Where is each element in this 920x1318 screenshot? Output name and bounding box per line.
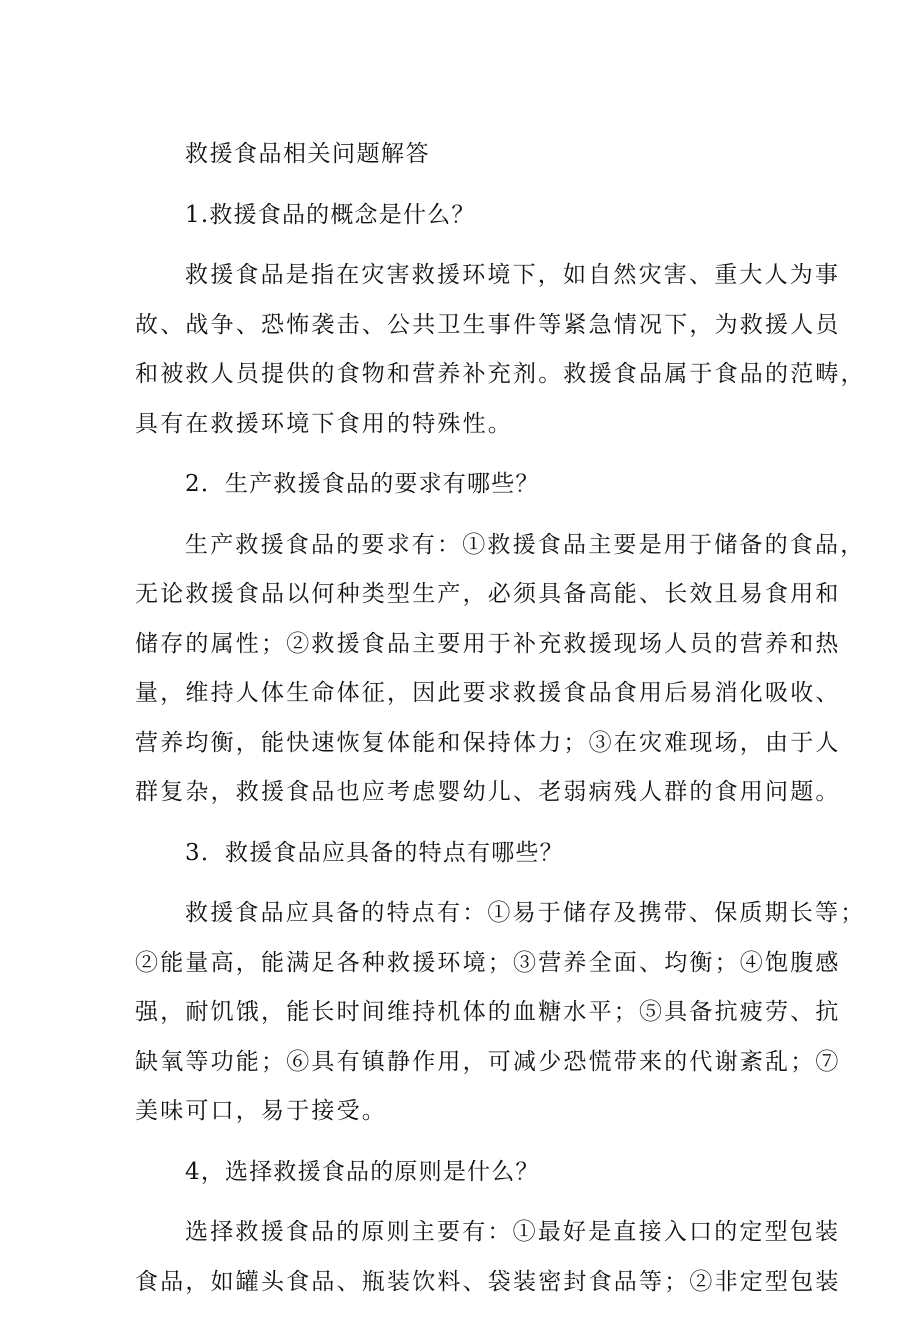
question-text: 4，选择救援食品的原则是什么？: [185, 1158, 540, 1185]
answer-line: 美味可口，易于接受。: [135, 1098, 387, 1124]
question-text: 3．救援食品应具备的特点有哪些？: [185, 839, 564, 866]
question-heading-2: [135, 460, 795, 510]
answer-line: 无论救援食品以何种类型生产，必须具备高能、长效且易食用和: [135, 581, 841, 607]
question-text: 2．生产救援食品的要求有哪些？: [185, 471, 540, 497]
answer-line: 救援食品是指在灾害救援环境下，如自然灾害、重大人为事: [185, 262, 841, 288]
answer-line: ②能量高，能满足各种救援环境；③营养全面、均衡；④饱腹感: [135, 949, 841, 976]
answer-paragraph-2: [135, 521, 866, 818]
answer-line: 和被救人员提供的食物和营养补充剂。救援食品属于食品的范畴，: [135, 361, 866, 387]
answer-paragraph-1: [135, 251, 866, 449]
answer-line: 救援食品应具备的特点有：①易于储存及携带、保质期长等；: [185, 900, 866, 926]
question-heading-4: [135, 1148, 795, 1198]
answer-line: 具有在救援环境下食用的特殊性。: [135, 410, 513, 437]
document-body: [135, 130, 866, 1318]
answer-line: 群复杂，救援食品也应考虑婴幼儿、老弱病残人群的食用问题。: [135, 779, 841, 805]
answer-line: 生产救援食品的要求有：①救援食品主要是用于储备的食品，: [185, 531, 866, 558]
answer-line: 量，维持人体生命体征，因此要求救援食品食用后易消化吸收、: [135, 680, 841, 706]
answer-paragraph-3: [135, 889, 866, 1137]
question-text: 1.救援食品的概念是什么？: [185, 201, 476, 228]
answer-line: 储存的属性；②救援食品主要用于补充救援现场人员的营养和热: [135, 630, 841, 657]
answer-line: 缺氧等功能；⑥具有镇静作用，可减少恐慌带来的代谢紊乱；⑦: [135, 1048, 841, 1075]
answer-paragraph-4: [135, 1208, 841, 1307]
document-title: 救援食品相关问题解答: [185, 141, 430, 167]
answer-line: 故、战争、恐怖袭击、公共卫生事件等紧急情况下，为救援人员: [135, 311, 841, 338]
answer-line: 强，耐饥饿，能长时间维持机体的血糖水平；⑤具备抗疲劳、抗: [135, 999, 841, 1025]
answer-line: 营养均衡，能快速恢复体能和保持体力；③在灾难现场，由于人: [135, 729, 841, 756]
answer-line: 食品，如罐头食品、瓶装饮料、袋装密封食品等；②非定型包装: [135, 1268, 841, 1295]
answer-line: 选择救援食品的原则主要有：①最好是直接入口的定型包装: [185, 1219, 841, 1245]
document-title-block: [135, 130, 795, 180]
question-heading-1: [135, 191, 795, 241]
question-heading-3: [135, 829, 795, 879]
